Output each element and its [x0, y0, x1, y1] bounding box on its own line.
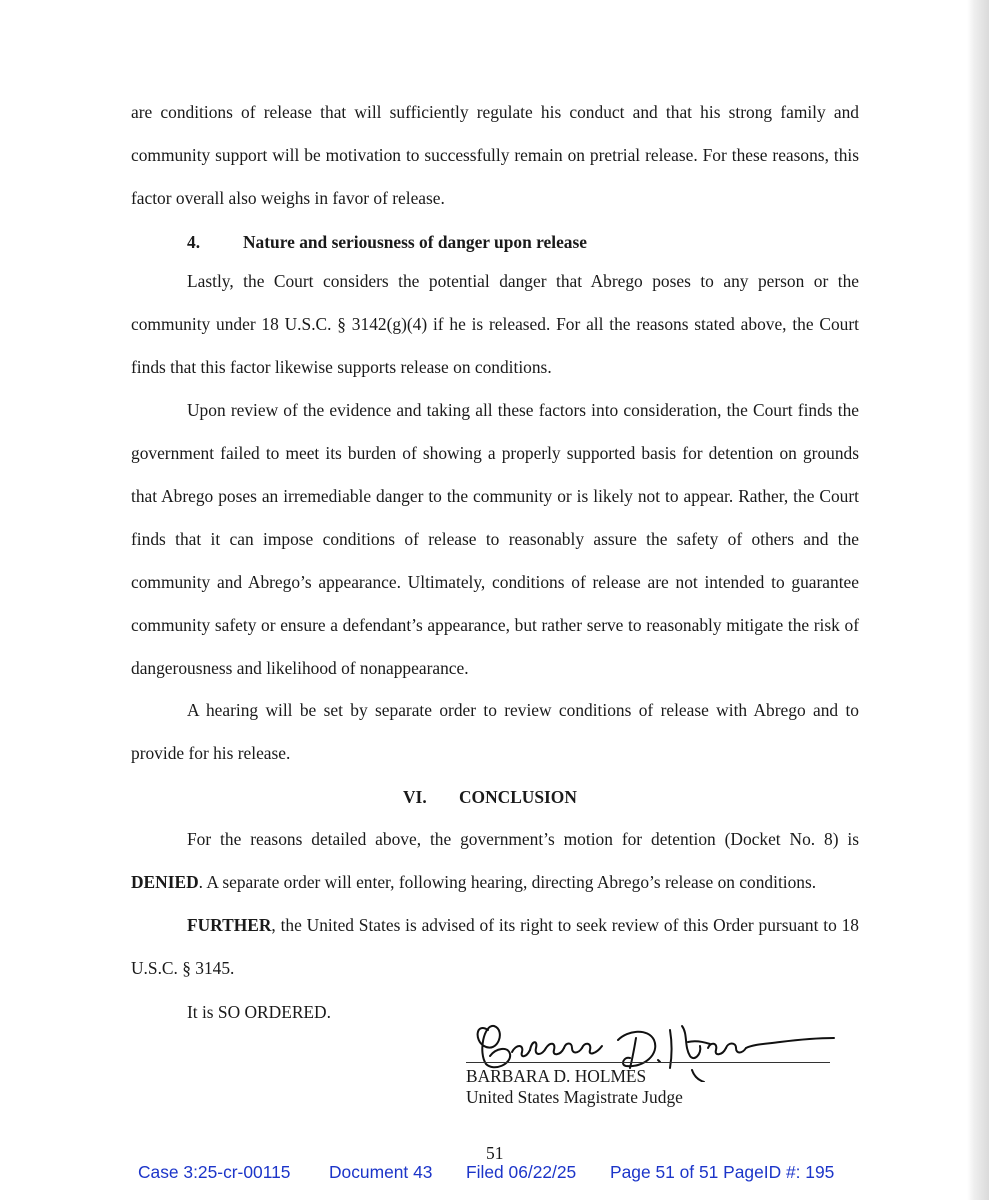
further-text: , the United States is advised of its right to seek review of this Order pursuant to 18 U.S.C. § 3145.	[131, 915, 859, 978]
paragraph-evidence-review: Upon review of the evidence and taking all these factors into consideration, the Court finds the government failed to meet its burden of showing a properly supported basis for detention on grounds that Abrego poses an irremediable danger to the community or is likely not to appear. Rather, the Court finds that it can impose conditions of release to reasonably assure the safety of others and the community and Abrego’s appearance. Ultimately, conditions of release are not intended to guarantee community safety or ensure a defendant’s appearance, but rather serve to reasonably mitigate the risk of dangerousness and likelihood of nonappearance.	[131, 400, 859, 678]
denied-keyword: DENIED	[131, 872, 199, 892]
paragraph-hearing: A hearing will be set by separate order to review conditions of release with Abrego and to provide for his release.	[131, 700, 859, 763]
page-number: 51	[486, 1143, 504, 1163]
section-title: CONCLUSION	[459, 787, 577, 807]
subheading-title: Nature and seriousness of danger upon release	[243, 232, 587, 252]
judge-title: United States Magistrate Judge	[466, 1087, 683, 1107]
judge-name: BARBARA D. HOLMES	[466, 1066, 647, 1086]
denied-text: . A separate order will enter, following hearing, directing Abrego’s release on conditions.	[198, 872, 817, 892]
footer-page-id: Page 51 of 51 PageID #: 195	[610, 1162, 835, 1182]
footer-document-number: Document 43	[329, 1162, 433, 1182]
document-page	[131, 0, 859, 1200]
paragraph-danger-analysis: Lastly, the Court considers the potential danger that Abrego poses to any person or the community under 18 U.S.C. § 3142(g)(4) if he is released. For all the reasons stated above, the Court finds that this factor likewise supports release on conditions.	[131, 271, 859, 377]
further-keyword: FURTHER	[187, 915, 272, 935]
footer-case-number: Case 3:25-cr-00115	[138, 1162, 291, 1182]
subheading-number: 4.	[187, 232, 201, 252]
page-edge-shadow	[967, 0, 989, 1200]
so-ordered-text: It is SO ORDERED.	[187, 1002, 331, 1022]
paragraph-factor-conclusion: are conditions of release that will sufficiently regulate his conduct and that his strong family and community support will be motivation to successfully remain on pretrial release. For these reasons, this factor overall also weighs in favor of release.	[131, 102, 859, 208]
footer-filed-date: Filed 06/22/25	[466, 1162, 577, 1182]
signature-block	[466, 1012, 841, 1112]
paragraph-motion	[131, 818, 859, 904]
court-filing-footer	[0, 1158, 989, 1186]
signature-line	[466, 1062, 830, 1063]
motion-text: For the reasons detailed above, the government’s motion for detention (Docket No. 8) is	[187, 829, 859, 849]
section-number: VI.	[403, 787, 427, 807]
paragraph-further	[131, 904, 859, 990]
